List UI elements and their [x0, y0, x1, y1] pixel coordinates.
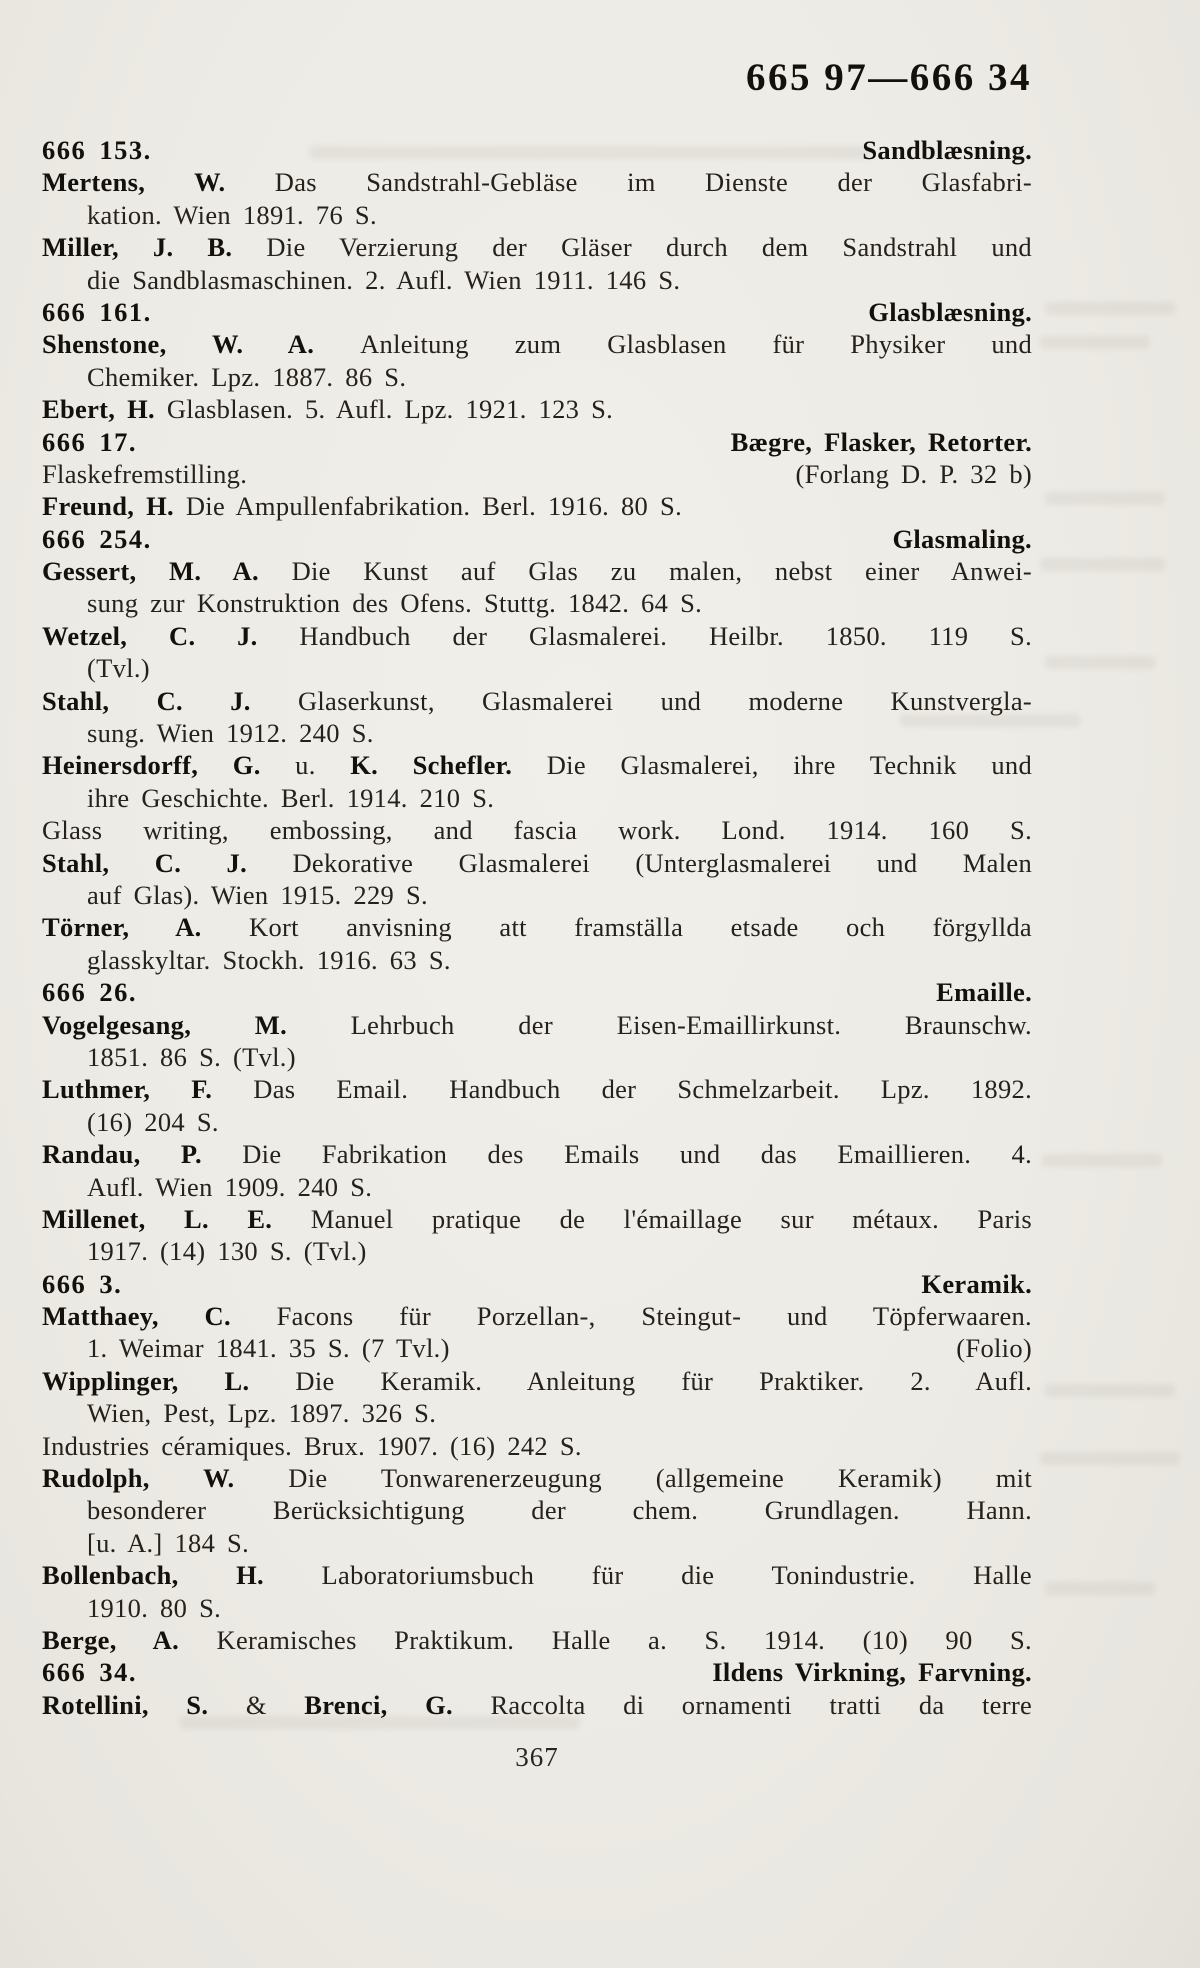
entry-text: Dekorative Glasmalerei (Unterglasmalerei und Malen — [292, 847, 1032, 878]
entry-continuation — [42, 1235, 1032, 1267]
author-name: Freund, H. — [42, 491, 186, 522]
entry-line — [42, 1559, 1032, 1591]
entry-continuation — [42, 944, 1032, 976]
print-bleedthrough — [1045, 302, 1175, 315]
author-name: Shenstone, W. A. — [42, 329, 361, 360]
print-bleedthrough — [1040, 558, 1165, 571]
section-title: Keramik. — [921, 1268, 1032, 1299]
author-name: Wetzel, C. J. — [42, 620, 300, 651]
entry-text: Aufl. Wien 1909. 240 S. — [87, 1171, 373, 1202]
author-name: Luthmer, F. — [42, 1074, 254, 1105]
section-heading — [42, 134, 1032, 166]
entry-continuation — [42, 264, 1032, 296]
author-name: Mertens, W. — [42, 167, 275, 198]
section-heading — [42, 976, 1032, 1008]
entry-continuation — [42, 1106, 1032, 1138]
entry-line — [42, 814, 1032, 846]
author-name: Törner, A. — [42, 912, 250, 943]
entry-line — [42, 847, 1032, 879]
entry-text: sung zur Konstruktion des Ofens. Stuttg. 1842. 64 S. — [87, 588, 703, 619]
connector-text: & — [245, 1689, 305, 1720]
author-name: Ebert, H. — [42, 394, 167, 425]
print-bleedthrough — [1045, 492, 1165, 505]
entry-text: Glaserkunst, Glasmalerei und moderne Kunstvergla- — [297, 685, 1033, 716]
entry-text: Das Sandstrahl-Gebläse im Dienste der Glasfabri- — [274, 167, 1032, 198]
section-number: 666 254. — [42, 523, 152, 554]
entry-text: Handbuch der Glasmalerei. Heilbr. 1850. 119 S. — [299, 620, 1032, 651]
entry-line — [42, 1689, 1032, 1721]
entry-text: 1917. (14) 130 S. (Tvl.) — [87, 1236, 367, 1267]
entry-text: Laboratoriumsbuch für die Tonindustrie. Halle — [321, 1560, 1032, 1591]
entry-line — [42, 685, 1032, 717]
entry-text: 1851. 86 S. (Tvl.) — [87, 1041, 296, 1072]
section-title: Glasmaling. — [892, 523, 1032, 554]
entry-text: glasskyltar. Stockh. 1916. 63 S. — [87, 944, 451, 975]
section-heading — [42, 296, 1032, 328]
entry-line — [42, 620, 1032, 652]
author-name-2: K. Schefler. — [350, 750, 547, 781]
entry-continuation — [42, 1494, 1032, 1526]
entry-line — [42, 1300, 1032, 1332]
section-number: 666 26. — [42, 977, 137, 1008]
entry-line — [42, 328, 1032, 360]
entry-continuation — [42, 782, 1032, 814]
entry-text: Kort anvisning att framställa etsade och förgyllda — [249, 912, 1032, 943]
topic-text: Flaskefremstilling. — [42, 458, 248, 489]
author-name: Vogelgesang, M. — [42, 1009, 351, 1040]
entry-text: Die Ampullenfabrikation. Berl. 1916. 80 S. — [185, 491, 682, 522]
entry-text: die Sandblasmaschinen. 2. Aufl. Wien 1911. 146 S. — [87, 264, 681, 295]
entry-text: Glass writing, embossing, and fascia work. Lond. 1914. 160 S. — [42, 815, 1032, 846]
entry-line — [42, 231, 1032, 263]
entry-line — [42, 911, 1032, 943]
entry-text: (Tvl.) — [87, 653, 150, 684]
entry-text: 1910. 80 S. — [87, 1592, 222, 1623]
section-number: 666 3. — [42, 1268, 123, 1299]
entry-continuation — [42, 1527, 1032, 1559]
entry-text: 1. Weimar 1841. 35 S. (7 Tvl.) — [87, 1333, 450, 1364]
entry-text: besonderer Berücksichtigung der chem. Grundlagen. Hann. — [87, 1495, 1032, 1526]
topic-note: (Forlang D. P. 32 b) — [795, 458, 1032, 489]
format-note: (Folio) — [956, 1333, 1032, 1364]
entry-text: Chemiker. Lpz. 1887. 86 S. — [87, 361, 407, 392]
entry-continuation — [42, 1592, 1032, 1624]
entry-continuation — [42, 717, 1032, 749]
print-bleedthrough — [1045, 656, 1155, 669]
section-title: Emaille. — [936, 977, 1032, 1008]
section-number: 666 161. — [42, 296, 152, 327]
catalog-text-block — [42, 134, 1032, 1721]
author-name: Miller, J. B. — [42, 232, 267, 263]
entry-line — [42, 1009, 1032, 1041]
entry-text: Die Tonwarenerzeugung (allgemeine Keramik) mit — [288, 1463, 1033, 1494]
entry-text: Manuel pratique de l'émaillage sur métaux. Paris — [310, 1203, 1032, 1234]
entry-text: sung. Wien 1912. 240 S. — [87, 718, 374, 749]
entry-line — [42, 749, 1032, 781]
print-bleedthrough — [1045, 1582, 1155, 1595]
entry-continuation — [42, 1332, 1032, 1364]
author-name: Heinersdorff, G. — [42, 750, 296, 781]
print-bleedthrough — [1042, 1154, 1162, 1167]
entry-text: Facons für Porzellan-, Steingut- und Töpferwaaren. — [276, 1301, 1032, 1332]
entry-text: Anleitung zum Glasblasen für Physiker und — [360, 329, 1032, 360]
entry-text: Die Keramik. Anleitung für Praktiker. 2. Aufl. — [295, 1365, 1033, 1396]
connector-text: u. — [295, 750, 351, 781]
entry-text: Raccolta di ornamenti tratti da terre — [490, 1689, 1033, 1720]
entry-text: Das Email. Handbuch der Schmelzarbeit. Lpz. 1892. — [253, 1074, 1033, 1105]
entry-text: kation. Wien 1891. 76 S. — [87, 199, 377, 230]
entry-line — [42, 1430, 1032, 1462]
section-title: Sandblæsning. — [862, 135, 1032, 165]
section-title: Bægre, Flasker, Retorter. — [730, 426, 1032, 457]
author-name: Rotellini, S. — [42, 1689, 246, 1720]
section-heading — [42, 523, 1032, 555]
page-number: 367 — [515, 1742, 559, 1772]
section-number: 666 34. — [42, 1657, 137, 1688]
entry-text: Lehrbuch der Eisen-Emaillirkunst. Braunschw. — [350, 1009, 1032, 1040]
entry-line — [42, 1624, 1032, 1656]
entry-text: Keramisches Praktikum. Halle a. S. 1914. (10) 90 S. — [216, 1624, 1032, 1655]
print-bleedthrough — [1040, 1452, 1180, 1465]
section-heading — [42, 1268, 1032, 1300]
entry-line — [42, 555, 1032, 587]
author-name: Stahl, C. J. — [42, 685, 298, 716]
entry-text: Die Fabrikation des Emails und das Emaillieren. 4. — [242, 1139, 1033, 1170]
entry-text: Glasblasen. 5. Aufl. Lpz. 1921. 123 S. — [166, 394, 614, 425]
entry-text: Die Verzierung der Gläser durch dem Sandstrahl und — [266, 232, 1032, 263]
entry-text: ihre Geschichte. Berl. 1914. 210 S. — [87, 782, 495, 813]
section-number: 666 153. — [42, 135, 152, 165]
entry-text: Die Kunst auf Glas zu malen, nebst einer Anwei- — [291, 556, 1032, 587]
entry-continuation — [42, 199, 1032, 231]
entry-line — [42, 1462, 1032, 1494]
entry-line — [42, 490, 1032, 522]
section-number: 666 17. — [42, 426, 137, 457]
entry-text: Wien, Pest, Lpz. 1897. 326 S. — [87, 1398, 437, 1429]
author-name: Bollenbach, H. — [42, 1560, 322, 1591]
entry-line — [42, 1203, 1032, 1235]
author-name: Wipplinger, L. — [42, 1365, 296, 1396]
entry-continuation — [42, 879, 1032, 911]
entry-line — [42, 1365, 1032, 1397]
entry-text: (16) 204 S. — [87, 1106, 219, 1137]
entry-text: auf Glas). Wien 1915. 229 S. — [87, 879, 428, 910]
author-name-2: Brenci, G. — [304, 1689, 491, 1720]
page-header-range: 665 97—666 34 — [746, 56, 1032, 99]
author-name: Randau, P. — [42, 1139, 243, 1170]
entry-continuation — [42, 587, 1032, 619]
print-bleedthrough — [1045, 1384, 1175, 1397]
section-title: Ildens Virkning, Farvning. — [712, 1657, 1032, 1688]
section-heading — [42, 426, 1032, 458]
author-name: Berge, A. — [42, 1624, 217, 1655]
author-name: Stahl, C. J. — [42, 847, 293, 878]
section-title: Glasblæsning. — [868, 296, 1032, 327]
entry-continuation — [42, 1171, 1032, 1203]
entry-continuation — [42, 652, 1032, 684]
author-name: Millenet, L. E. — [42, 1203, 311, 1234]
entry-continuation — [42, 1397, 1032, 1429]
entry-text: Die Glasmalerei, ihre Technik und — [546, 750, 1032, 781]
entry-line — [42, 166, 1032, 198]
entry-line — [42, 1138, 1032, 1170]
entry-line — [42, 393, 1032, 425]
author-name: Matthaey, C. — [42, 1301, 277, 1332]
author-name: Gessert, M. A. — [42, 556, 292, 587]
topic-line — [42, 458, 1032, 490]
entry-line — [42, 1073, 1032, 1105]
print-bleedthrough — [1040, 336, 1150, 349]
entry-continuation — [42, 1041, 1032, 1073]
author-name: Rudolph, W. — [42, 1463, 289, 1494]
entry-continuation — [42, 361, 1032, 393]
entry-text: [u. A.] 184 S. — [87, 1527, 250, 1558]
section-heading — [42, 1656, 1032, 1688]
entry-text: Industries céramiques. Brux. 1907. (16) 242 S. — [42, 1430, 582, 1461]
